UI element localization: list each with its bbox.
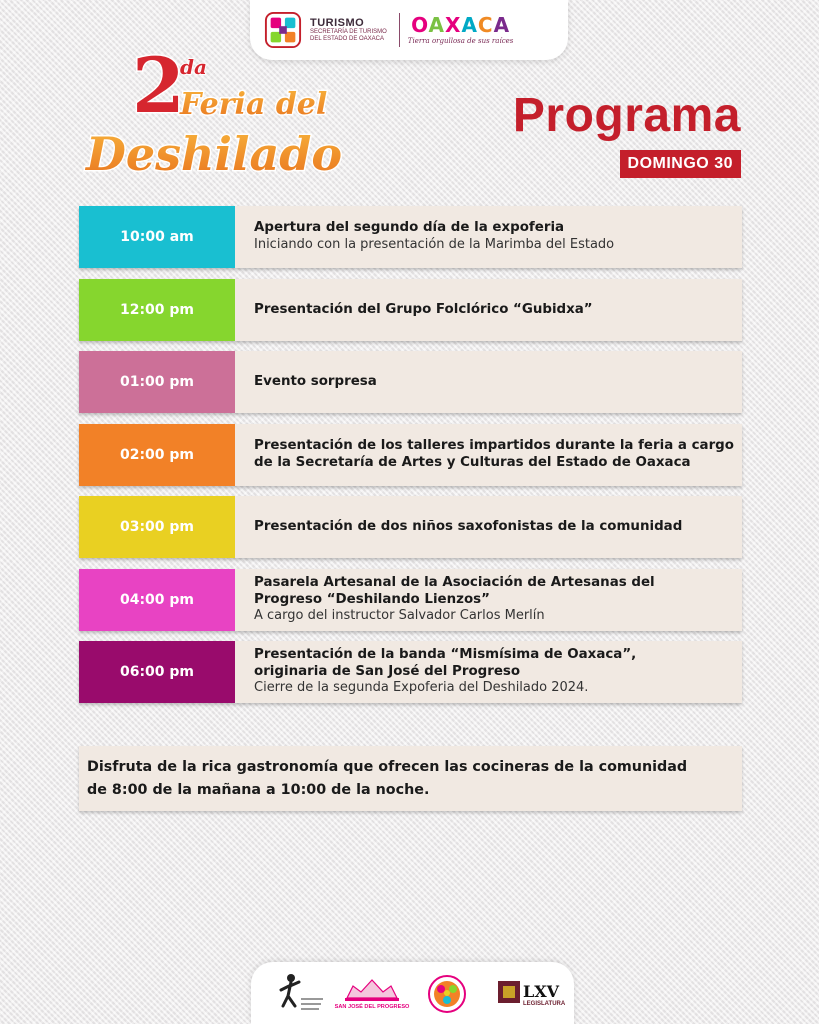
schedule-description <box>235 206 742 268</box>
fair-logo-line2: Deshilado <box>86 127 343 181</box>
schedule-time: 04:00 pm <box>79 569 235 631</box>
oaxaca-wordmark <box>411 15 510 35</box>
schedule-description <box>235 351 742 413</box>
day-badge: DOMINGO 30 <box>620 150 741 178</box>
oaxaca-letter: O <box>411 13 429 37</box>
schedule-row <box>79 641 742 703</box>
fair-logo <box>80 42 345 192</box>
oaxaca-tagline: Tierra orgullosa de sus raíces <box>407 37 514 45</box>
fair-logo-line1: Feria del <box>180 87 328 122</box>
schedule-description <box>235 424 742 486</box>
dancer-logo-icon <box>275 972 325 1016</box>
schedule-title-line: Apertura del segundo día de la expoferia <box>254 220 565 236</box>
schedule-row <box>79 206 742 268</box>
schedule-title-line: Presentación de los talleres impartidos durante la feria a cargo <box>254 438 734 454</box>
schedule-title-line: Evento sorpresa <box>254 373 377 389</box>
schedule-title-line: Pasarela Artesanal de la Asociación de Artesanas del <box>254 574 655 590</box>
schedule-row <box>79 496 742 558</box>
schedule-row <box>79 424 742 486</box>
turismo-title: TURISMO <box>310 16 365 29</box>
oaxaca-letter: A <box>493 13 511 37</box>
schedule-description <box>235 641 742 703</box>
legislatura-number: LXV <box>523 982 560 1001</box>
oaxaca-letter: C <box>477 13 494 37</box>
schedule-time: 02:00 pm <box>79 424 235 486</box>
food-note-line-1: Disfruta de la rica gastronomía que ofrecen las cocineras de la comunidad <box>87 758 688 775</box>
schedule-row <box>79 569 742 631</box>
turismo-logo-text <box>310 18 387 42</box>
floral-emblem-icon <box>427 974 467 1014</box>
legislatura-label: LEGISLATURA <box>523 1001 566 1007</box>
schedule-time: 10:00 am <box>79 206 235 268</box>
schedule-description <box>235 279 742 341</box>
schedule-title-line: Presentación de dos niños saxofonistas de la comunidad <box>254 518 683 534</box>
schedule-subtitle-line: Cierre de la segunda Expoferia del Deshilado 2024. <box>254 680 589 696</box>
legislatura-logo <box>497 978 566 1010</box>
food-note-text <box>87 756 687 802</box>
turismo-subtitle-2: DEL ESTADO DE OAXACA <box>310 35 385 42</box>
schedule-time: 06:00 pm <box>79 641 235 703</box>
schedule-title-line: Progreso “Deshilando Lienzos” <box>254 591 490 607</box>
schedule-subtitle-line: A cargo del instructor Salvador Carlos Merlín <box>254 608 545 624</box>
schedule-title-line: Presentación de la banda “Mismísima de Oaxaca”, <box>254 646 637 662</box>
food-note-line-2: de 8:00 de la mañana a 10:00 de la noche. <box>87 781 430 798</box>
san-jose-logo <box>334 976 410 1012</box>
schedule-time: 03:00 pm <box>79 496 235 558</box>
schedule-title-line: Presentación del Grupo Folclórico “Gubidxa” <box>254 301 593 317</box>
schedule-time: 01:00 pm <box>79 351 235 413</box>
oaxaca-logo <box>408 15 514 45</box>
schedule-title-line: de la Secretaría de Artes y Culturas del Estado de Oaxaca <box>254 455 691 470</box>
schedule-title-line: originaria de San José del Progreso <box>254 663 521 679</box>
food-note <box>79 746 742 811</box>
oaxaca-letter: A <box>461 13 478 37</box>
schedule-row <box>79 351 742 413</box>
oaxaca-letter: X <box>445 13 462 37</box>
fair-logo-number: 2 <box>132 41 185 130</box>
fair-logo-ordinal: da <box>180 55 207 79</box>
schedule-time: 12:00 pm <box>79 279 235 341</box>
program-title: Programa <box>512 89 741 142</box>
san-jose-label: SAN JOSÉ DEL PROGRESO <box>334 1004 410 1010</box>
turismo-subtitle-1: SECRETARÍA DE TURISMO <box>310 29 387 36</box>
schedule-row <box>79 279 742 341</box>
schedule-description <box>235 569 742 631</box>
oaxaca-letter: A <box>428 13 446 37</box>
schedule-description <box>235 496 742 558</box>
schedule-subtitle-line: Iniciando con la presentación de la Marimba del Estado <box>254 236 615 252</box>
bottom-logo-bar <box>251 962 574 1024</box>
logo-divider <box>399 13 400 47</box>
